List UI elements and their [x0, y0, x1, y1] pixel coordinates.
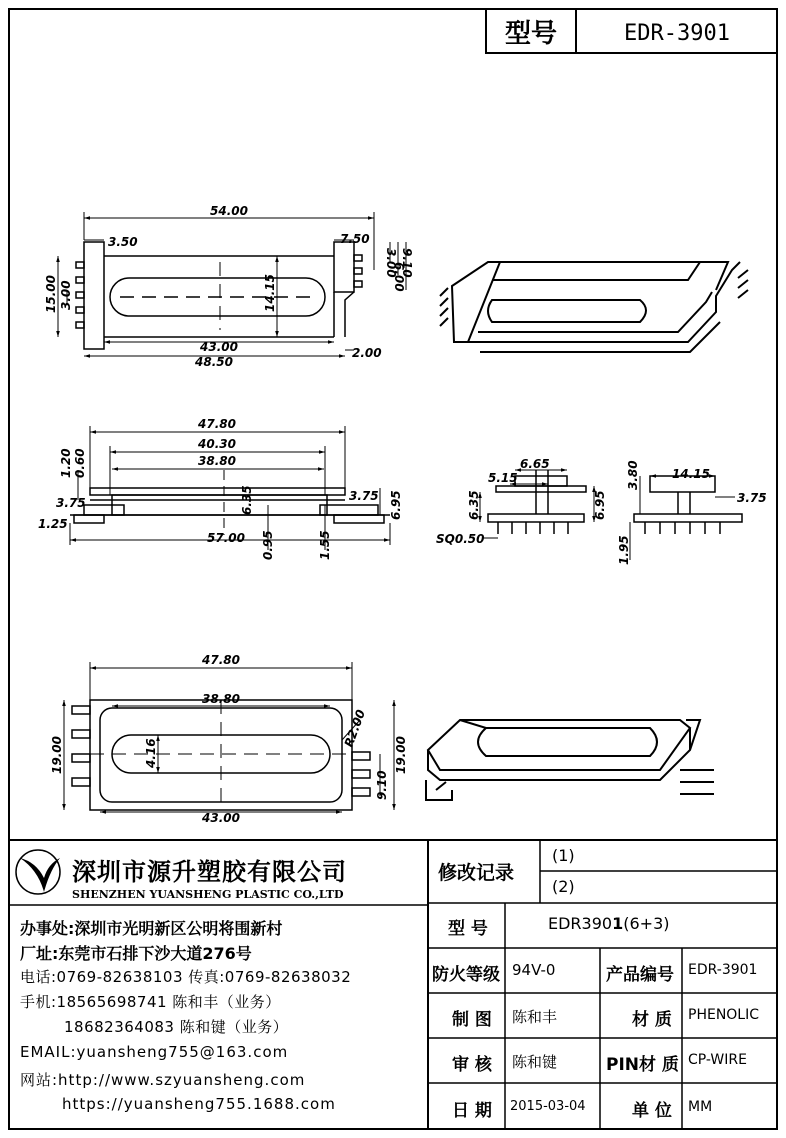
side-view-right-dims — [630, 476, 735, 560]
dim-pin-2: 1.55 — [318, 530, 332, 560]
dim-left-pitch: 3.00 — [59, 280, 73, 310]
material-value: PHENOLIC — [688, 1007, 760, 1023]
dim-bottom-outer: 47.80 — [202, 653, 240, 667]
model-title-label: 型号 — [504, 19, 558, 49]
checked-value: 陈和键 — [512, 1053, 558, 1071]
dim-right-offset: 7.50 — [340, 232, 370, 246]
drawn-label: 制 图 — [452, 1010, 492, 1030]
side-view-right-labels — [617, 460, 767, 565]
model-value-bold: 1 — [612, 914, 624, 933]
dim-right-bottom-h: 1.95 — [617, 535, 631, 565]
dim-pin-1: 0.95 — [261, 530, 275, 560]
company-web-1: 网站:http://www.szyuansheng.com — [20, 1071, 306, 1089]
dim-right-top-w: 14.15 — [672, 467, 710, 481]
dim-left-height: 15.00 — [44, 275, 58, 313]
company-phone: 电话:0769-82638103 传真:0769-82638032 — [20, 968, 352, 986]
company-web-2: https://yuansheng755.1688.com — [62, 1095, 336, 1113]
dim-flange-inner: 38.80 — [198, 454, 236, 468]
dim-bottom-left-h: 19.00 — [50, 736, 64, 774]
model-value-prefix: EDR390 — [548, 914, 613, 933]
dim-inner-length: 43.00 — [200, 340, 238, 354]
iso-view-bottom — [426, 720, 714, 800]
product-no-label: 产品编号 — [606, 965, 674, 985]
dim-bottom-base: 43.00 — [202, 811, 240, 825]
dim-bottom-left: 1.25 — [38, 517, 68, 531]
dim-top-2: 0.60 — [73, 448, 87, 478]
dim-side-pin-sq: SQ0.50 — [436, 532, 485, 546]
dim-bottom-right-h: 19.00 — [394, 736, 408, 774]
model-label: 型 号 — [448, 919, 488, 939]
dim-pin-span: 57.00 — [207, 531, 245, 545]
dim-flange-outer: 47.80 — [198, 417, 236, 431]
dim-right-left-h: 3.80 — [626, 460, 640, 490]
pin-material-label: PIN材 质 — [606, 1055, 679, 1075]
pin-material-value: CP-WIRE — [688, 1052, 747, 1068]
dim-right-pin-2: 6.00 — [392, 262, 406, 292]
dim-center-h: 6.35 — [240, 485, 254, 515]
side-view-left-labels — [436, 457, 607, 546]
company-name-en: SHENZHEN YUANSHENG PLASTIC CO.,LTD — [72, 888, 344, 901]
model-title-value: EDR-3901 — [624, 21, 730, 46]
dim-right-pin-3: 9.10 — [400, 248, 414, 278]
model-title-block — [486, 9, 777, 53]
company-name-cn: 深圳市源升塑胶有限公司 — [72, 858, 347, 886]
dim-side-right-h: 6.95 — [593, 490, 607, 520]
material-label: 材 质 — [632, 1010, 672, 1030]
dim-flange-mid: 40.30 — [198, 437, 236, 451]
dim-body-length: 48.50 — [195, 355, 233, 369]
company-mobile-2: 18682364083 陈和键（业务） — [64, 1018, 289, 1036]
unit-value: MM — [688, 1099, 713, 1115]
side-view-right — [634, 476, 742, 534]
dim-window-height: 14.15 — [263, 274, 277, 312]
dim-flange-gap: 2.00 — [352, 346, 382, 360]
front-view — [70, 470, 390, 535]
dim-right-h: 6.95 — [389, 490, 403, 520]
company-mobile-1: 手机:18565698741 陈和丰（业务） — [20, 993, 281, 1011]
dim-top-1: 1.20 — [59, 448, 73, 478]
dim-bottom-inner: 38.80 — [202, 692, 240, 706]
bottom-view — [72, 700, 370, 810]
date-value: 2015-03-04 — [510, 1099, 586, 1114]
company-factory: 厂址:东莞市石排下沙大道276号 — [20, 944, 252, 963]
dim-left-offset: 3.50 — [108, 235, 138, 249]
company-office: 办事处:深圳市光明新区公明将围新村 — [20, 919, 283, 938]
dim-right-step: 3.75 — [349, 489, 379, 503]
fire-label: 防火等级 — [432, 965, 500, 985]
dim-bottom-window-h: 4.16 — [144, 738, 158, 768]
unit-label: 单 位 — [632, 1101, 672, 1121]
drawn-value: 陈和丰 — [512, 1008, 558, 1026]
dim-left-step: 3.75 — [56, 496, 86, 510]
model-value — [548, 914, 669, 933]
dim-overall-length: 54.00 — [210, 204, 248, 218]
checked-label: 审 核 — [452, 1055, 492, 1075]
iso-view-top — [440, 262, 748, 352]
dim-bottom-radius: R2.00 — [341, 707, 369, 750]
revision-label: 修改记录 — [438, 862, 515, 884]
dim-right-right-w: 3.75 — [737, 491, 767, 505]
dim-side-left-h: 6.35 — [467, 490, 481, 520]
fire-value: 94V-0 — [512, 961, 556, 979]
dim-side-mid-w: 5.15 — [488, 471, 518, 485]
dim-bottom-pin-offset: 9.10 — [375, 770, 389, 800]
company-logo — [16, 850, 60, 894]
company-email: EMAIL:yuansheng755@163.com — [20, 1043, 289, 1061]
revision-1: (1) — [552, 846, 575, 865]
product-no-value: EDR-3901 — [688, 962, 758, 978]
dim-right-pin-1: 3.00 — [384, 248, 398, 278]
revision-2: (2) — [552, 877, 575, 896]
model-value-suffix: (6+3) — [623, 914, 670, 933]
top-view — [76, 242, 362, 349]
dim-side-top-w: 6.65 — [520, 457, 550, 471]
date-label: 日 期 — [452, 1101, 492, 1121]
